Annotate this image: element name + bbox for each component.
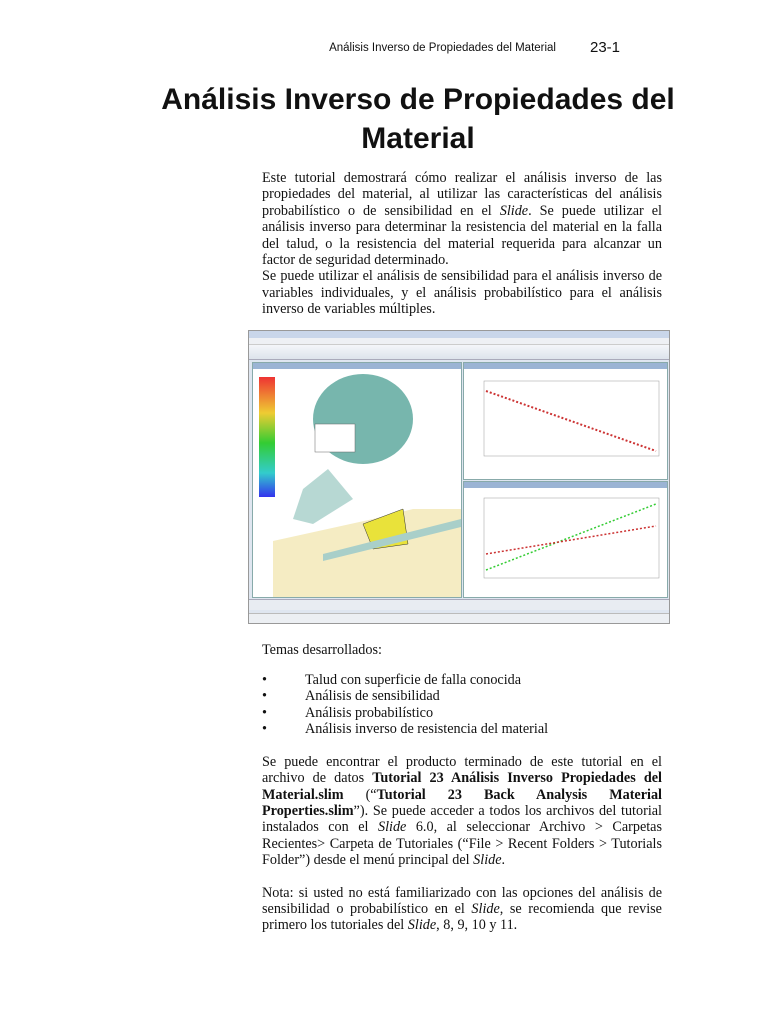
page-number: 23-1 <box>590 39 621 56</box>
list-item: • Análisis de sensibilidad <box>262 688 440 705</box>
slide-app-screenshot <box>248 330 670 624</box>
plot-window-top <box>463 362 668 480</box>
plot-window-bottom <box>463 481 668 598</box>
title-line-1: Análisis Inverso de Propiedades del <box>161 83 675 116</box>
title-line-2: Material <box>361 122 475 155</box>
topics-list <box>262 672 662 738</box>
page-title <box>140 80 696 158</box>
list-item: • Análisis inverso de resistencia del material <box>262 721 549 738</box>
finished-product-paragraph: Se puede encontrar el producto terminado de este tutorial en el archivo de datos Tutorial 23 Análisis Inverso Propiedades del Material.slim (“Tutorial 23 Back Analysis Material Properties.slim”). Se puede acceder a todos los archivos del tutorial instalados con el Slide 6.0, al seleccionar Archivo > Carpetas Recientes> Carpeta de Tutoriales (“File > Recent Folders > Tutorials Folder”) desde el menú principal del Slide. <box>262 753 662 869</box>
list-item: • Análisis probabilístico <box>262 704 434 721</box>
topics-heading: Temas desarrollados: <box>262 641 382 658</box>
note-paragraph: Nota: si usted no está familiarizado con las opciones del análisis de sensibilidad o probabilístico en el Slide, se recomienda que revise primero los tutoriales del Slide, 8, 9, 10 y 11. <box>262 884 662 934</box>
list-item: • Talud con superficie de falla conocida <box>262 672 522 689</box>
model-view-window <box>252 362 462 598</box>
content-column <box>262 170 662 974</box>
running-title: Análisis Inverso de Propiedades del Material <box>329 42 556 54</box>
intro-text <box>262 170 662 318</box>
intro-paragraph-2: Se puede utilizar el análisis de sensibilidad para el análisis inverso de variables individuales, y el análisis probabilístico para el análisis inverso de variables múltiples. <box>262 268 662 318</box>
intro-paragraph-1: Este tutorial demostrará cómo realizar el análisis inverso de las propiedades del material, al utilizar las características del análisis probabilístico o de sensibilidad en el Slide. Se puede utilizar el análisis inverso para determinar la resistencia del material en la falla del talud, o la resistencia del material requerida para alcanzar un factor de seguridad determinado. <box>262 170 662 269</box>
page-header <box>0 40 768 60</box>
